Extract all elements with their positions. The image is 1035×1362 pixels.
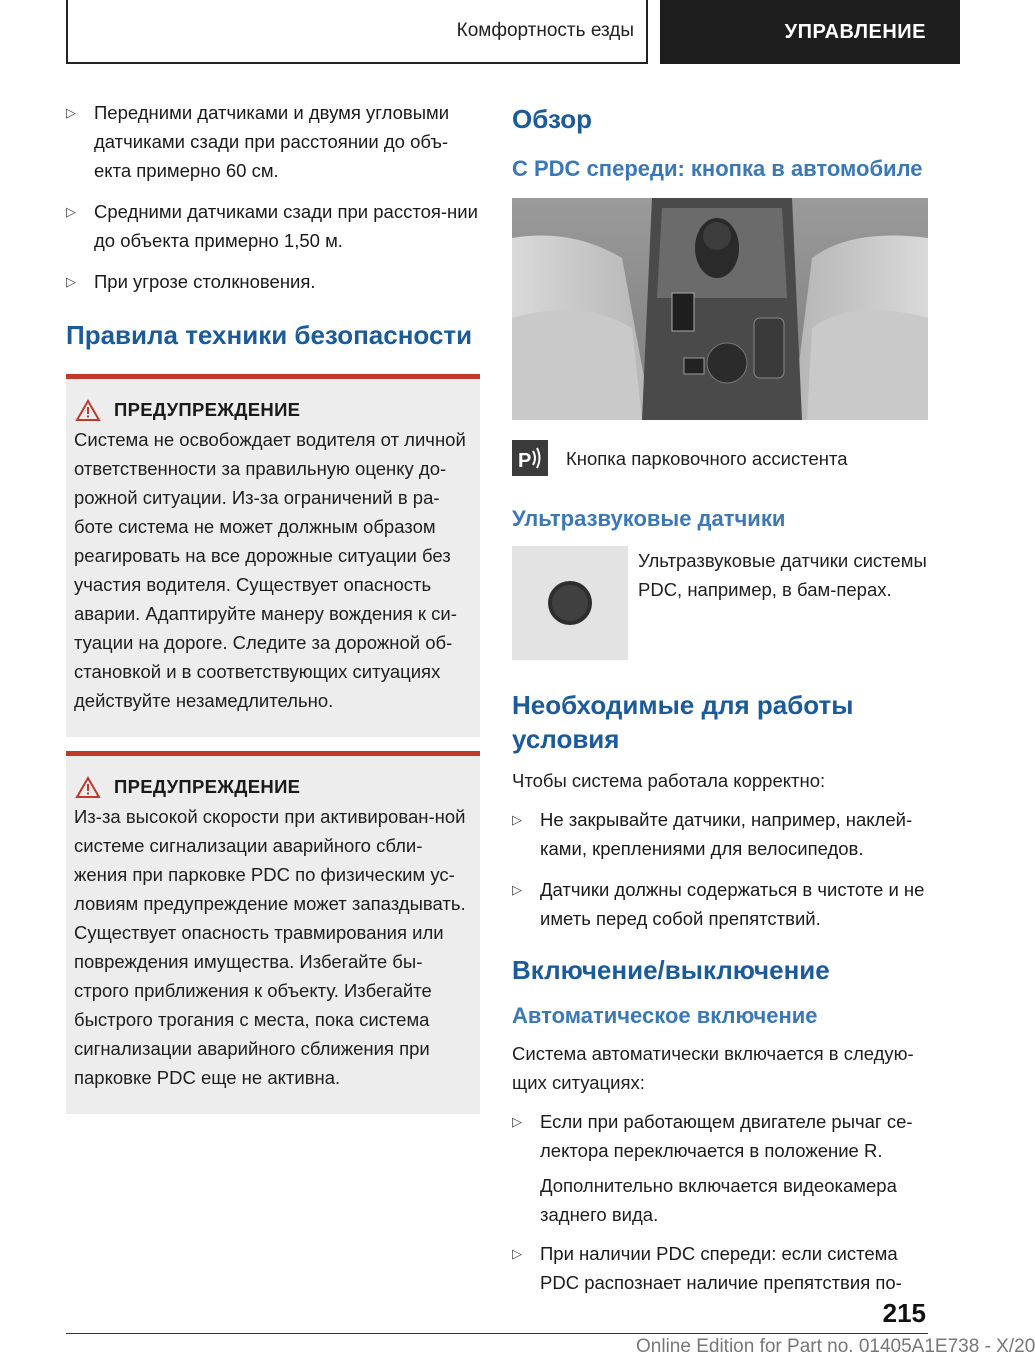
conditions-heading: Необходимые для работы условия (512, 690, 854, 754)
button-caption: Кнопка парковочного ассистента (566, 447, 848, 469)
warning-text: Из-за высокой скорости при активирован-ной системе сигнализации аварийного сбли-жения при парковке PDC по физическим ус-ловиям предупреждение может запаздывать. Существует опасность травмирования или повреждения имущества. Избегайте бы-строго приближения к объекту. Избегайте быстрого трогания с места, пока система сигнализации аварийного сближения при парковке PDC еще не активна. (74, 806, 466, 1088)
left-column (66, 98, 480, 1114)
sensor-icon (545, 578, 595, 628)
conditions-intro: Чтобы система работала корректно: (512, 770, 826, 791)
warning-box (66, 374, 480, 737)
page-number: 215 (882, 1298, 926, 1328)
list-item: ▷ При наличии PDC спереди: если система PDC распознает наличие препятствия по- (512, 1239, 928, 1297)
triangle-bullet-icon: ▷ (66, 105, 76, 120)
header-chapter-tab (660, 0, 960, 64)
ultrasonic-text: Ультразвуковые датчики системы PDC, например, в бам-перах. (638, 550, 927, 600)
edition-text: Online Edition for Part no. 01405A1E738 - X/20 (636, 1336, 1035, 1357)
list-item: ▷ Не закрывайте датчики, например, наклей-ками, креплениями для велосипедов. (512, 805, 928, 863)
pdc-front-heading: С PDC спереди: кнопка в автомобиле (512, 156, 923, 181)
svg-text:P: P (518, 450, 532, 472)
triangle-bullet-icon: ▷ (66, 274, 76, 289)
warning-box (66, 751, 480, 1114)
auto-bullet-extra: Дополнительно включается видеокамера заднего вида. (540, 1175, 897, 1225)
ultrasonic-heading: Ультразвуковые датчики (512, 506, 786, 531)
list-item: ▷ При угрозе столкновения. (66, 267, 480, 296)
header-section-tab (66, 0, 648, 64)
footer-divider (66, 1333, 928, 1334)
warning-title: ПРЕДУПРЕЖДЕНИЕ (74, 399, 472, 421)
auto-heading: Автоматическое включение (512, 1003, 818, 1028)
auto-intro: Система автоматически включается в следую-щих ситуациях: (512, 1043, 914, 1093)
header-section-title: Комфортность езды (456, 20, 634, 41)
header-chapter-title: УПРАВЛЕНИЕ (784, 20, 926, 43)
warning-triangle-icon (76, 400, 100, 421)
triangle-bullet-icon: ▷ (512, 812, 522, 827)
warning-text: Система не освобождает водителя от личной ответственности за правильную оценку до-рожной ситуации. Из-за ограничений в ра-боте система не может должным образом реагировать на все дорожные ситуации без участия водителя. Существует опасность аварии. Адаптируйте манеру вождения к си-туации на дороге. Следите за дорожной об-становкой и в соответствующих ситуациях действуйте незамедлительно. (74, 429, 466, 711)
list-item: ▷ Если при работающем двигателе рычаг се-лектора переключается в положение R. (512, 1107, 928, 1165)
ultrasonic-sensor-image (512, 546, 628, 660)
triangle-bullet-icon: ▷ (66, 204, 76, 219)
overview-heading: Обзор (512, 104, 592, 134)
park-sensor-icon (515, 443, 545, 473)
right-column (512, 98, 928, 1309)
warning-title: ПРЕДУПРЕЖДЕНИЕ (74, 776, 472, 798)
triangle-bullet-icon: ▷ (512, 1246, 522, 1261)
button-caption-row (512, 440, 928, 476)
center-console-image (512, 198, 928, 420)
warning-triangle-icon (76, 777, 100, 798)
safety-heading: Правила техники безопасности (66, 320, 473, 350)
center-console-illustration (512, 198, 928, 420)
onoff-heading: Включение/выключение (512, 955, 830, 985)
triangle-bullet-icon: ▷ (512, 1114, 522, 1129)
triangle-bullet-icon: ▷ (512, 882, 522, 897)
list-item: ▷ Передними датчиками и двумя угловыми датчиками сзади при расстоянии до объ-екта примерно 60 см. (66, 98, 480, 185)
ultrasonic-row (512, 546, 928, 660)
list-item: ▷ Средними датчиками сзади при расстоя-нии до объекта примерно 1,50 м. (66, 197, 480, 255)
list-item: ▷ Датчики должны содержаться в чистоте и не иметь перед собой препятствий. (512, 875, 928, 933)
parking-assist-button-icon (512, 440, 548, 476)
